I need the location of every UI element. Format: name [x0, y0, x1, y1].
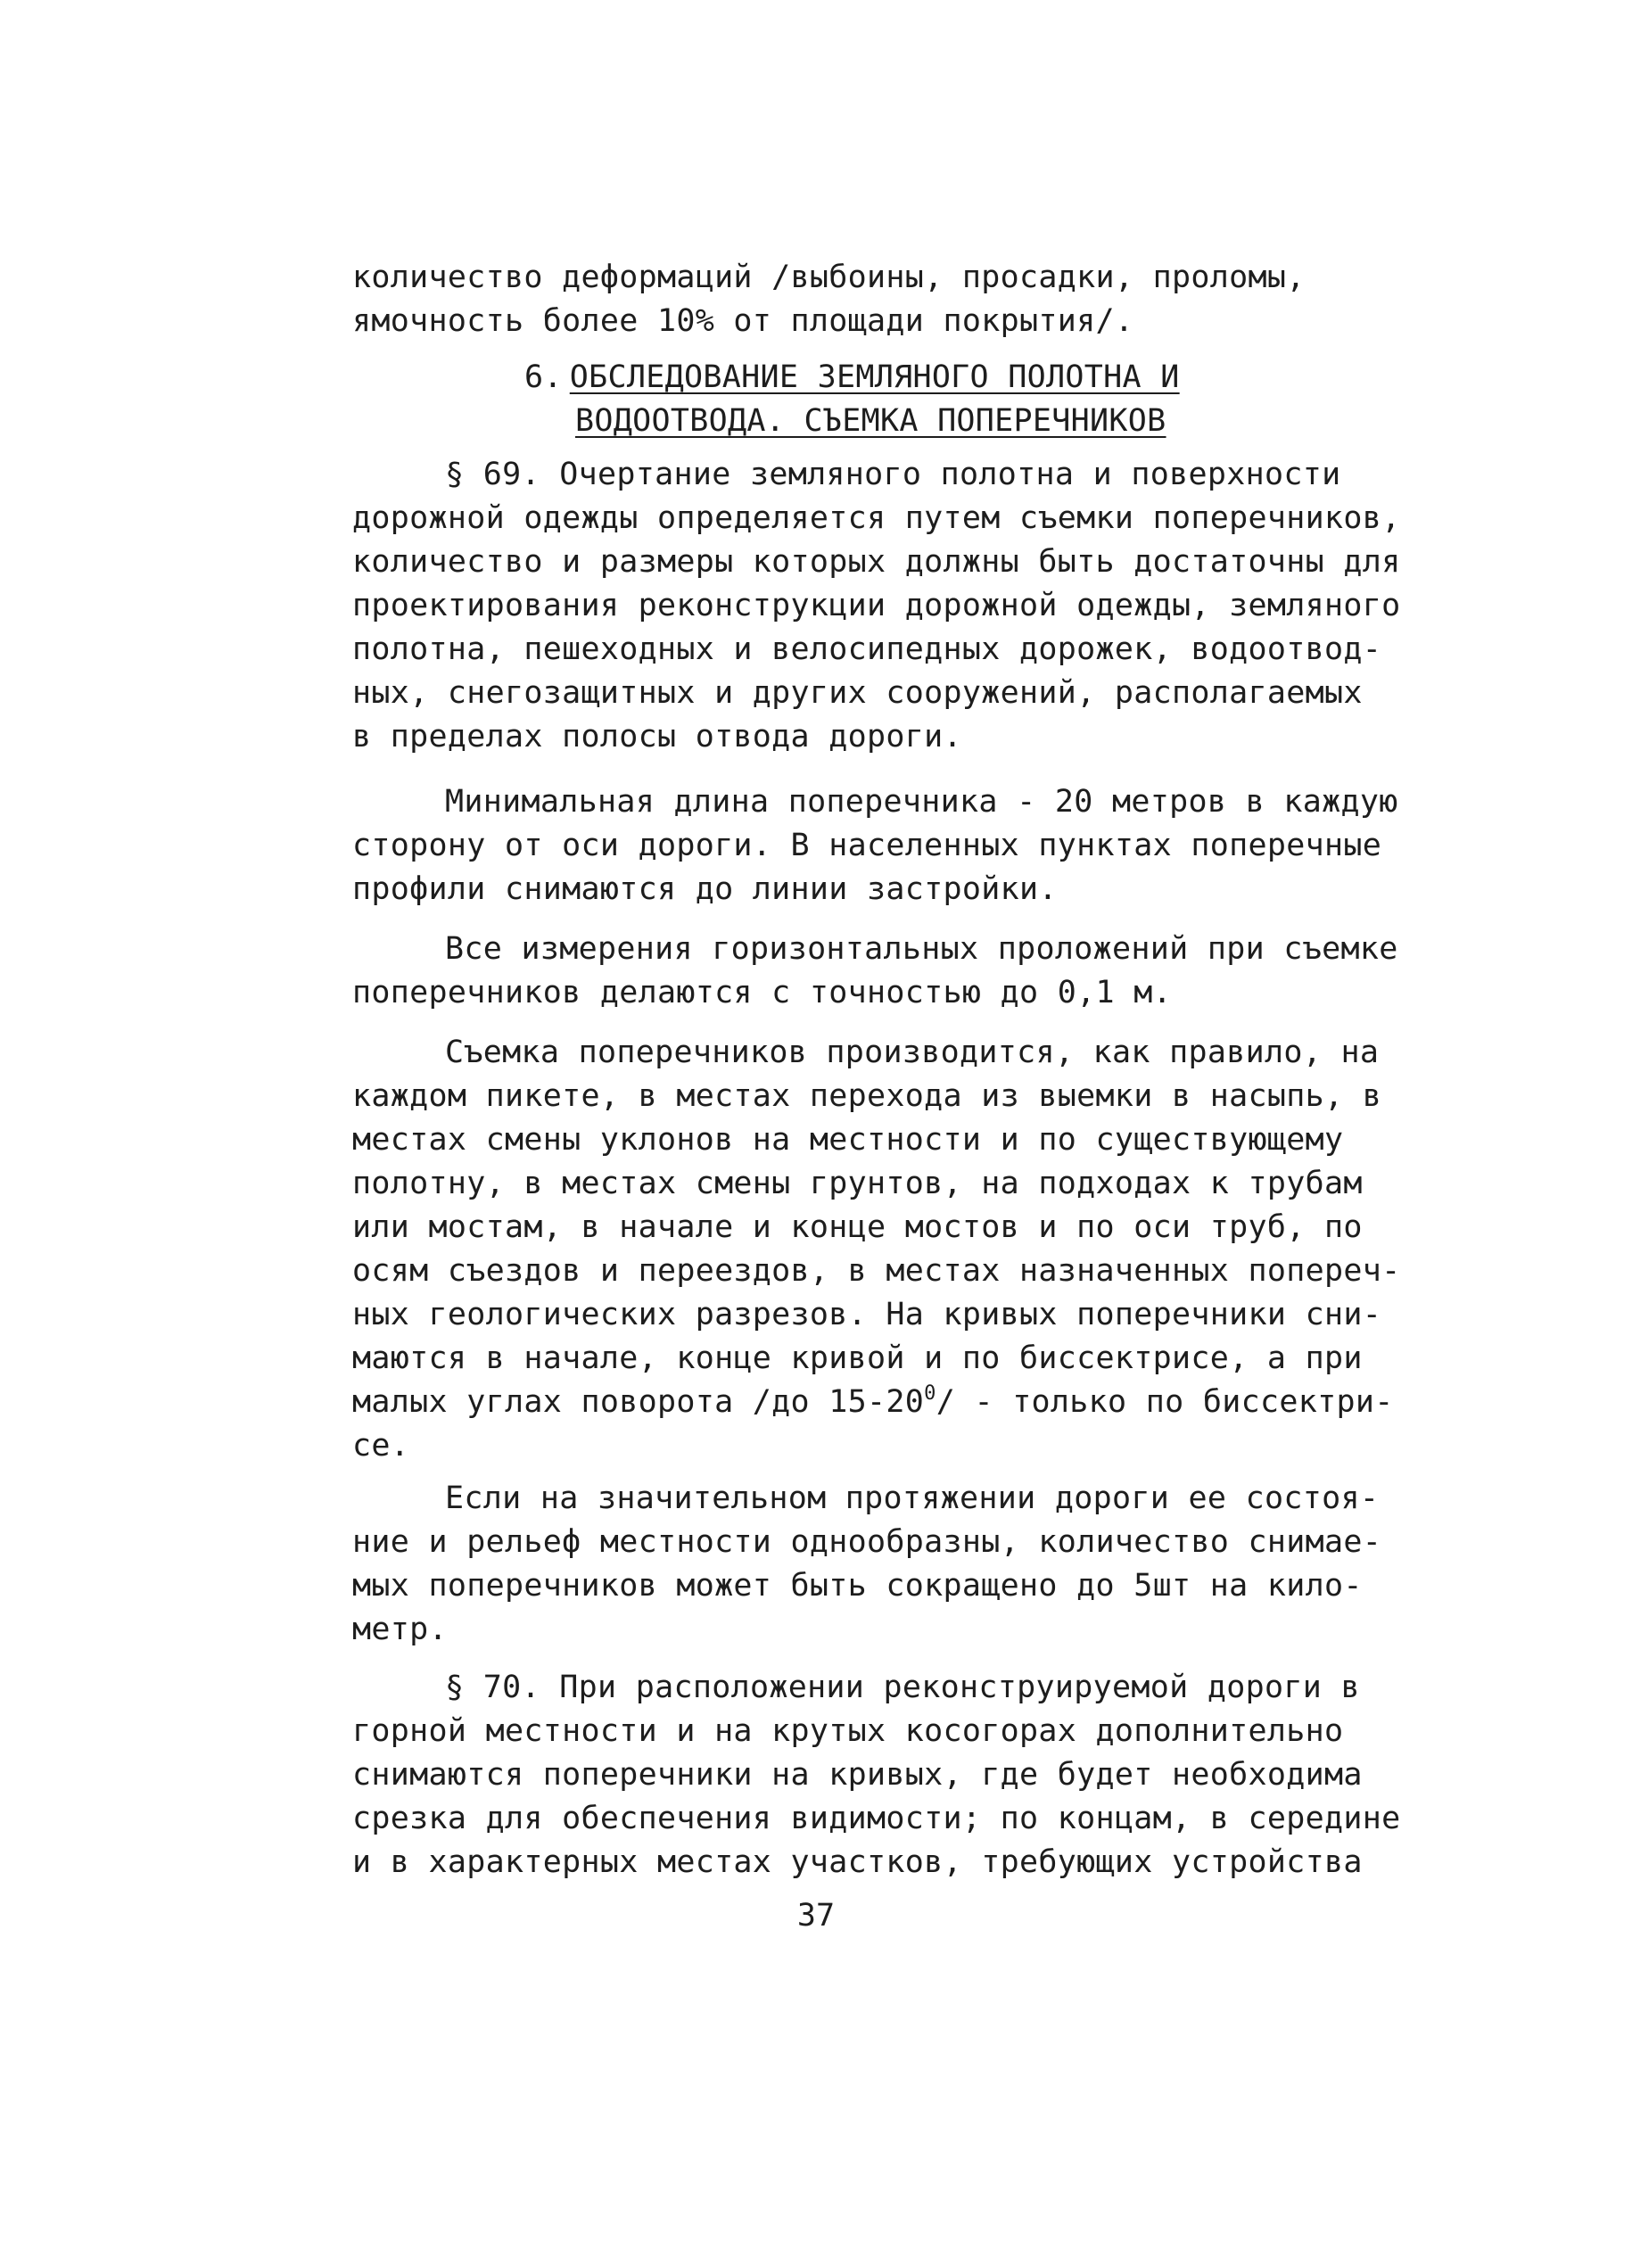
text-line: снимаются поперечники на кривых, где будет необходима: [352, 1757, 1363, 1793]
text-line: количество и размеры которых должны быть достаточны для: [352, 544, 1401, 580]
section-title-part-1: ОБСЛЕДОВАНИЕ ЗЕМЛЯНОГО ПОЛОТНА И: [569, 359, 1180, 395]
page-number: 37: [796, 1898, 836, 1934]
paragraph-69: [352, 453, 1401, 759]
text-line: Съемка поперечников производится, как правило, на: [445, 1035, 1380, 1070]
text-line: Минимальная длина поперечника - 20 метров в каждую: [445, 784, 1398, 820]
text-line: ных геологических разрезов. На кривых поперечники сни-: [352, 1297, 1382, 1332]
text-line: мых поперечников может быть сокращено до 5шт на кило-: [352, 1568, 1363, 1604]
text-line: маются в начале, конце кривой и по биссектрисе, а при: [352, 1340, 1363, 1376]
paragraph-uniform-terrain: [352, 1477, 1382, 1652]
text-line: § 69. Очертание земляного полотна и поверхности: [445, 457, 1341, 492]
paragraph-measurements: [352, 928, 1398, 1015]
text-line: Все измерения горизонтальных проложений при съемке: [445, 931, 1398, 967]
degree-superscript: 0: [924, 1382, 936, 1405]
text-line: § 70. При расположении реконструируемой дороги в: [445, 1670, 1360, 1705]
text-line: ных, снегозащитных и других сооружений, располагаемых: [352, 675, 1363, 711]
text-line: полотна, пешеходных и велосипедных дорожек, водоотвод-: [352, 631, 1382, 667]
intro-paragraph: [352, 256, 1369, 343]
paragraph-survey: [352, 1031, 1401, 1468]
text-line: ямочность более 10% от площади покрытия/.: [352, 303, 1134, 339]
text-line: дорожной одежды определяется путем съемки поперечников,: [352, 500, 1401, 536]
text-line: Если на значительном протяжении дороги ее состоя-: [445, 1480, 1380, 1516]
text-line: ние и рельеф местности однообразны, количество снимае-: [352, 1524, 1382, 1560]
text-line: проектирования реконструкции дорожной одежды, земляного: [352, 588, 1401, 623]
text-line: в пределах полосы отвода дороги.: [352, 719, 962, 755]
section-heading-line-1: [524, 356, 1180, 400]
text-line: срезка для обеспечения видимости; по концам, в середине: [352, 1801, 1401, 1836]
text-line: се.: [352, 1428, 410, 1464]
paragraph-min-length: [352, 780, 1398, 911]
text-line-angle: [352, 1381, 1394, 1424]
paragraph-70: [352, 1666, 1401, 1885]
text-line: метр.: [352, 1612, 448, 1647]
text-line: и в характерных местах участков, требующих устройства: [352, 1844, 1363, 1880]
section-heading-line-2: [575, 400, 1166, 443]
angle-text-after: / - только по биссектри-: [936, 1384, 1394, 1420]
text-line: местах смены уклонов на местности и по существующему: [352, 1122, 1344, 1158]
text-line: каждом пикете, в местах перехода из выемки в насыпь, в: [352, 1078, 1382, 1114]
text-line: сторону от оси дороги. В населенных пунктах поперечные: [352, 828, 1382, 863]
section-number: 6.: [524, 359, 563, 395]
text-line: количество деформаций /выбоины, просадки, проломы,: [352, 260, 1306, 295]
text-line: осям съездов и переездов, в местах назначенных попереч-: [352, 1253, 1401, 1289]
text-line: поперечников делаются с точностью до 0,1 м.: [352, 975, 1172, 1010]
angle-text-before: малых углах поворота /до 15-20: [352, 1384, 925, 1420]
text-line: полотну, в местах смены грунтов, на подходах к трубам: [352, 1166, 1363, 1201]
text-line: горной местности и на крутых косогорах дополнительно: [352, 1713, 1344, 1749]
section-title-part-2: ВОДООТВОДА. СЪЕМКА ПОПЕРЕЧНИКОВ: [575, 403, 1166, 439]
text-line: профили снимаются до линии застройки.: [352, 871, 1058, 907]
text-line: или мостам, в начале и конце мостов и по оси труб, по: [352, 1209, 1363, 1245]
